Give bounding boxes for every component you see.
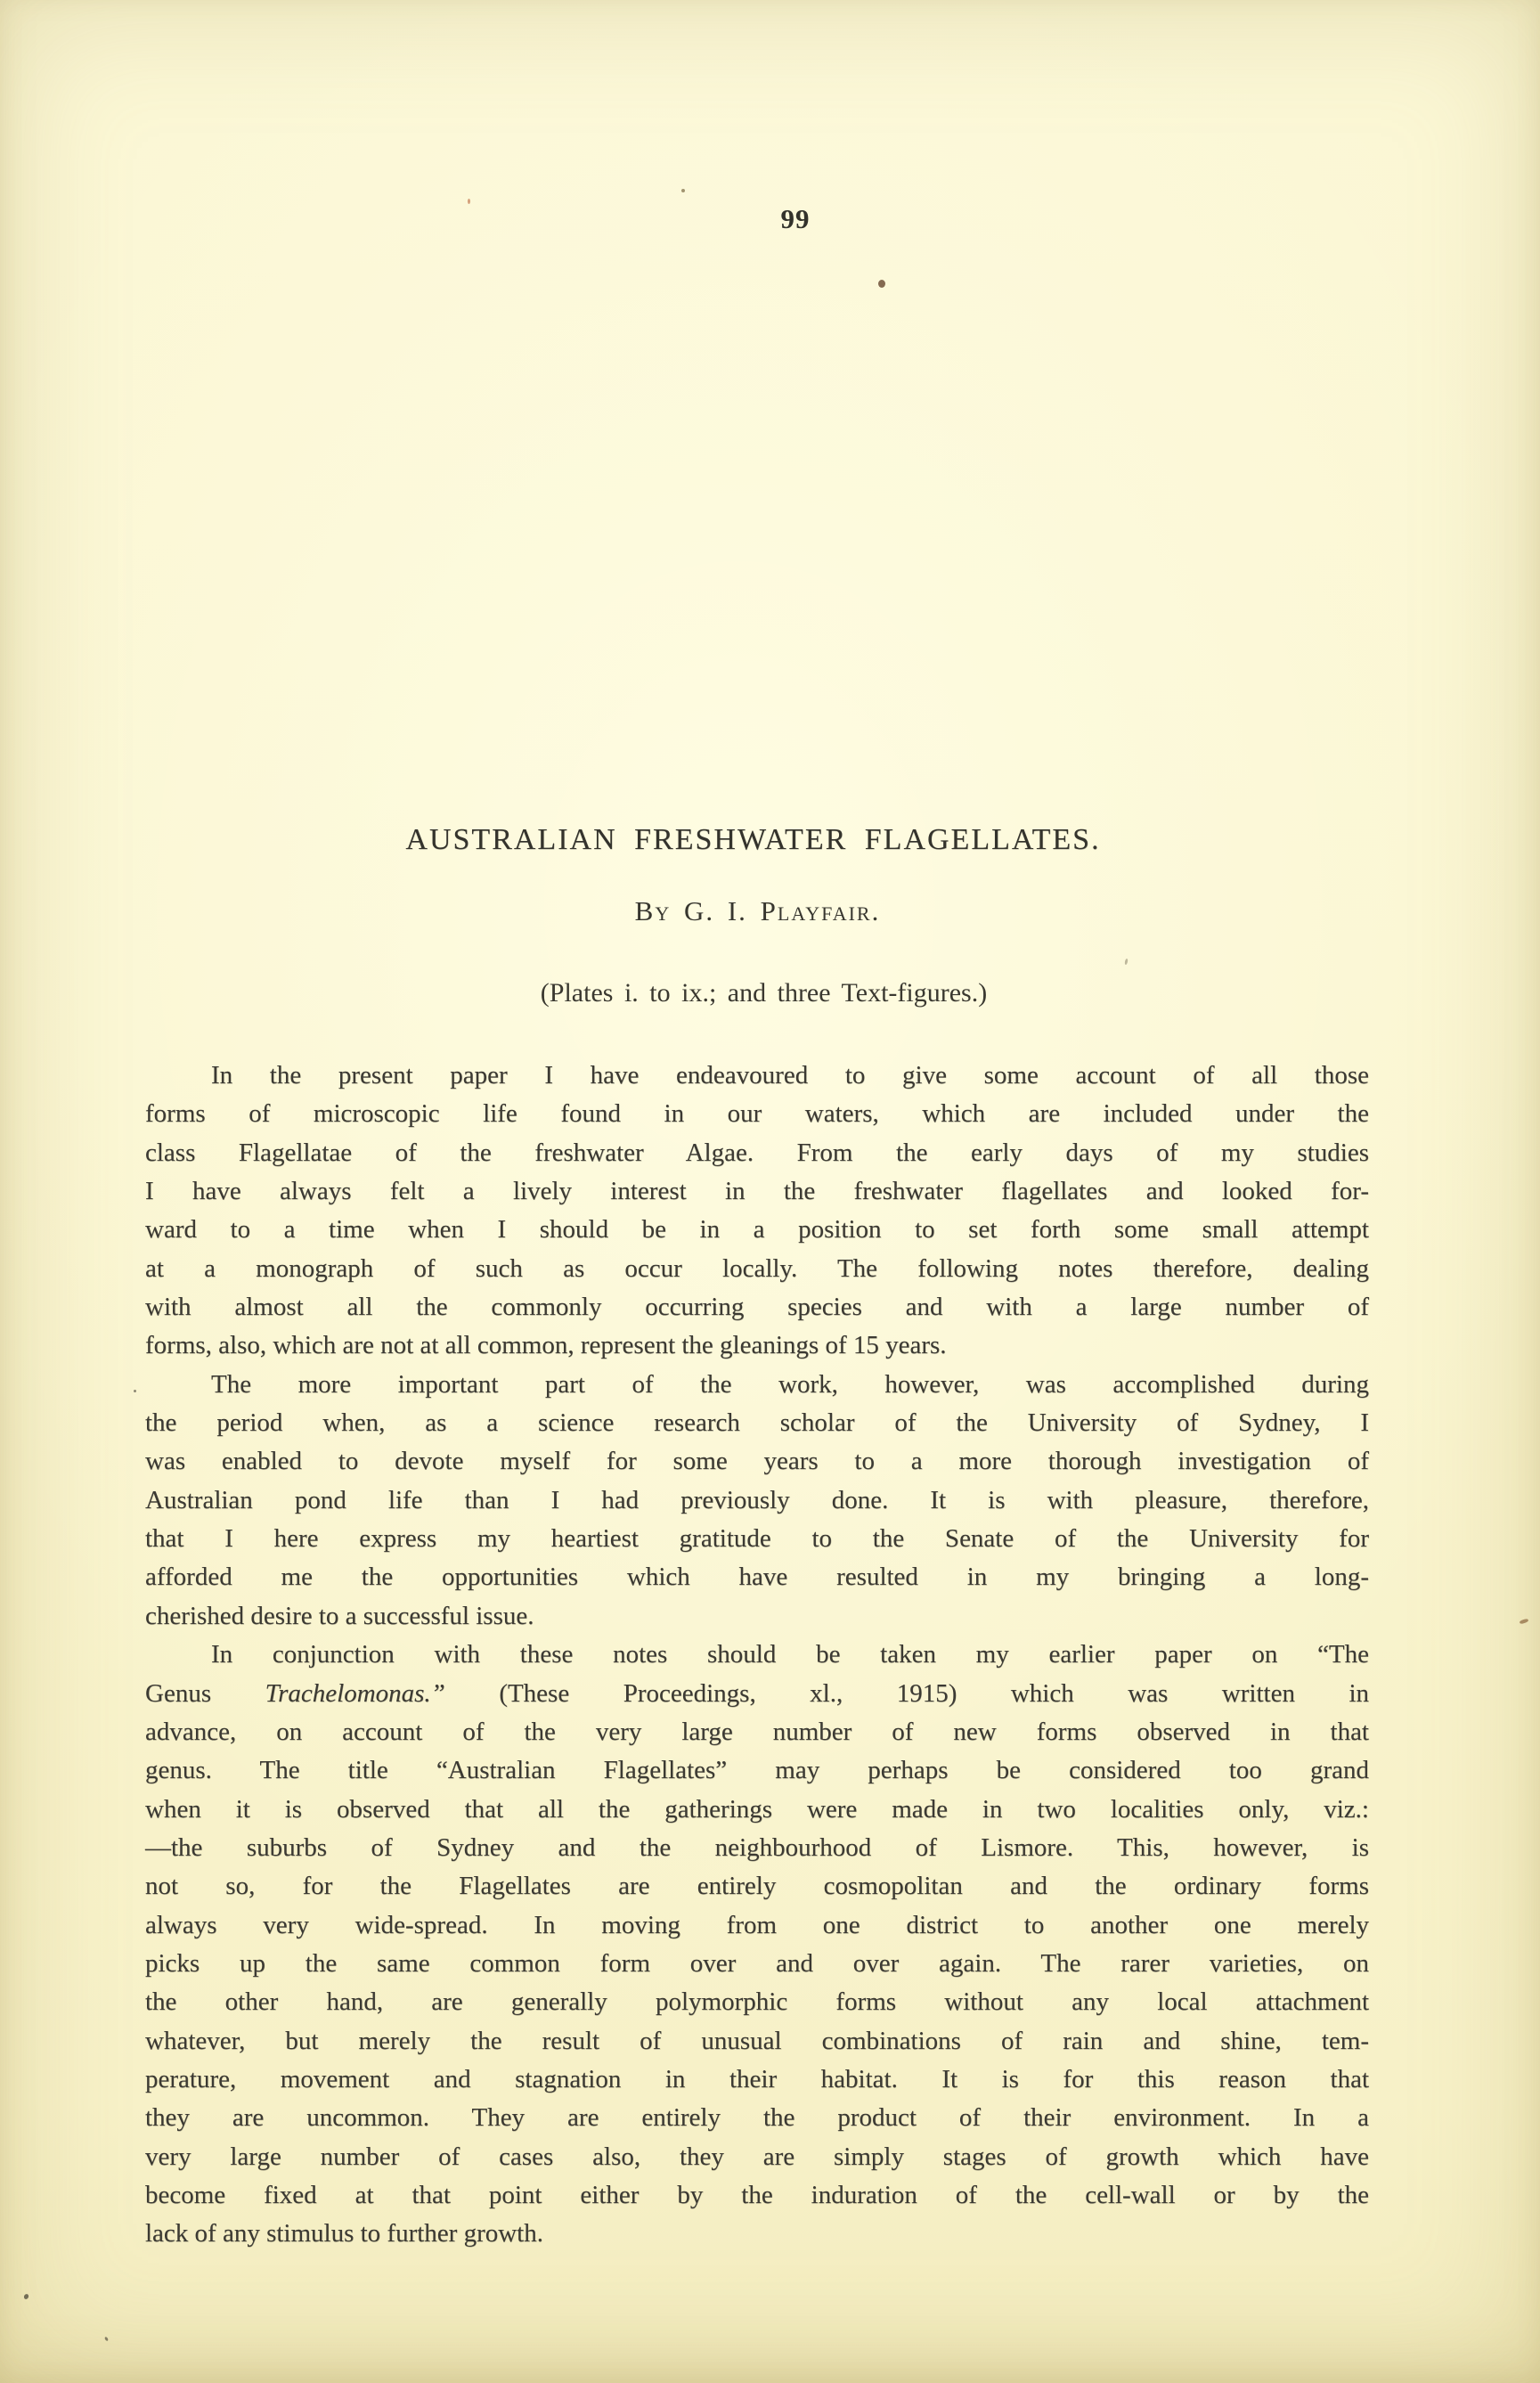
- text-line: they are uncommon. They are entirely the product of their environment. In a: [145, 2103, 1369, 2133]
- text-line: lack of any stimulus to further growth.: [145, 2219, 543, 2248]
- ink-speck: [134, 1390, 136, 1392]
- text-line: genus. The title “Australian Flagellates” may perhaps be considered too grand: [145, 1756, 1369, 1785]
- text-line: In conjunction with these notes should be taken my earlier paper on “The: [211, 1640, 1369, 1669]
- ink-speck: [1520, 1619, 1529, 1625]
- text-line: become fixed at that point either by the induration of the cell-wall or by the: [145, 2180, 1369, 2209]
- text-line: not so, for the Flagellates are entirely cosmopolitan and the ordinary forms: [145, 1872, 1369, 1901]
- text-line: advance, on account of the very large number of new forms observed in that: [145, 1717, 1369, 1746]
- text-line: forms, also, which are not at all common, represent the gleanings of 15 years.: [145, 1331, 947, 1360]
- text-line: afforded me the opportunities which have resulted in my bringing a long-: [145, 1563, 1369, 1592]
- text-line: class Flagellatae of the freshwater Algae. From the early days of my studies: [145, 1138, 1369, 1167]
- text-line: —the suburbs of Sydney and the neighbourhood of Lismore. This, however, is: [145, 1832, 1369, 1862]
- article-title: AUSTRALIAN FRESHWATER FLAGELLATES.: [405, 823, 1101, 856]
- ink-speck: [104, 2337, 109, 2342]
- plates-note: (Plates i. to ix.; and three Text-figures.): [540, 978, 988, 1008]
- page-number: 99: [780, 203, 811, 234]
- text-line: whatever, but merely the result of unusual combinations of rain and shine, tem-: [145, 2026, 1369, 2055]
- text-line: cherished desire to a successful issue.: [145, 1601, 534, 1630]
- text-line: I have always felt a lively interest in the freshwater flagellates and looked for-: [145, 1177, 1369, 1206]
- italic-genus-name: Trachelomonas.”: [265, 1678, 445, 1708]
- text-line: at a monograph of such as occur locally. The following notes therefore, dealing: [145, 1253, 1369, 1283]
- ink-speck: [468, 199, 470, 204]
- ink-speck: [1124, 959, 1128, 965]
- ink-speck: [23, 2293, 29, 2300]
- text-line: In the present paper I have endeavoured to give some account of all those: [211, 1061, 1369, 1089]
- text-line: when it is observed that all the gatherings were made in two localities only, viz.:: [145, 1794, 1369, 1824]
- text-line: picks up the same common form over and over again. The rarer varieties, on: [145, 1948, 1369, 1978]
- text-line: that I here express my heartiest gratitude to the Senate of the University for: [145, 1524, 1369, 1554]
- text-run: Genus: [145, 1678, 265, 1708]
- text-line: forms of microscopic life found in our waters, which are included under the: [145, 1099, 1369, 1129]
- ink-speck: [878, 280, 885, 288]
- article-byline: By G. I. Playfair.: [634, 895, 881, 926]
- article-body: [145, 1057, 1369, 2254]
- text-line: perature, movement and stagnation in their habitat. It is for this reason that: [145, 2064, 1369, 2093]
- text-line: was enabled to devote myself for some years to a more thorough investigation of: [145, 1447, 1369, 1476]
- text-line: very large number of cases also, they are simply stages of growth which have: [145, 2142, 1369, 2171]
- text-line: ward to a time when I should be in a position to set forth some small attempt: [145, 1215, 1369, 1245]
- text-run: (These Proceedings, xl., 1915) which was written in: [444, 1678, 1369, 1708]
- text-line: Australian pond life than I had previously done. It is with pleasure, therefore,: [145, 1485, 1369, 1514]
- text-line: the period when, as a science research scholar of the University of Sydney, I: [145, 1408, 1369, 1438]
- text-line: always very wide-spread. In moving from one district to another one merely: [145, 1910, 1369, 1939]
- text-line: [145, 1675, 1369, 1713]
- text-line: The more important part of the work, however, was accomplished during: [211, 1369, 1369, 1399]
- ink-speck: [681, 189, 685, 192]
- text-line: the other hand, are generally polymorphic forms without any local attachment: [145, 1987, 1369, 2017]
- text-line: with almost all the commonly occurring species and with a large number of: [145, 1293, 1369, 1322]
